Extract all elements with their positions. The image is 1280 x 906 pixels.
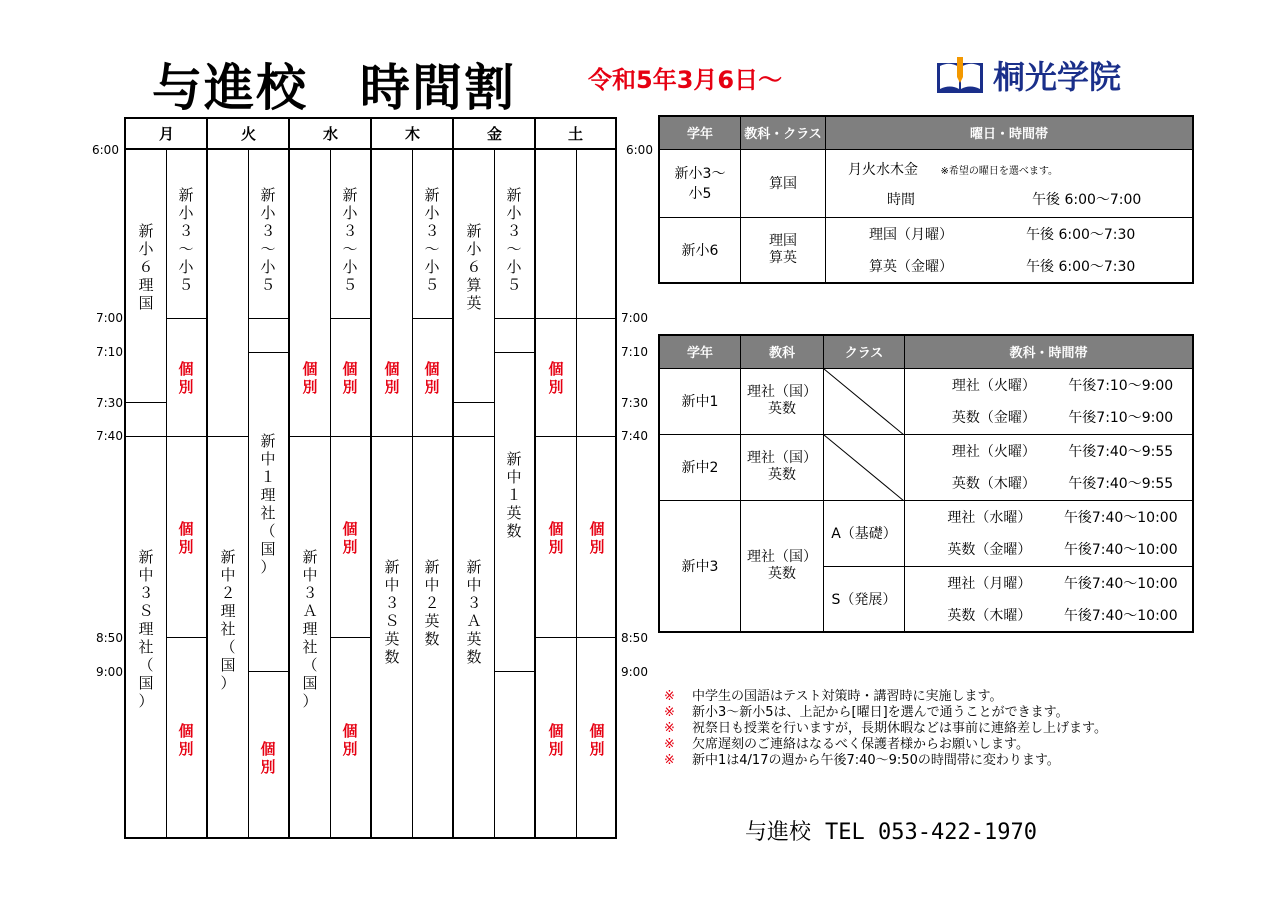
note-mark: ※: [664, 737, 675, 752]
vertical-char: 新: [138, 222, 154, 240]
subject-cell: 理社（国） 英数: [741, 434, 824, 500]
vertical-char: 別: [548, 740, 564, 758]
vertical-char: 別: [548, 538, 564, 556]
vertical-char: 個: [260, 740, 276, 758]
vertical-char: 理: [260, 486, 276, 504]
vertical-char: 数: [424, 630, 440, 648]
vertical-char: 別: [178, 378, 194, 396]
class-cell: [138, 222, 154, 312]
vertical-char: １: [260, 468, 276, 486]
cell-line: [495, 352, 534, 353]
cell-line: [577, 318, 615, 319]
schedule-line: [905, 533, 1194, 566]
col-header: 教科・時間帯: [905, 335, 1194, 368]
vertical-char: ５: [178, 276, 194, 294]
cell-line: [331, 436, 370, 437]
vertical-char: 別: [384, 378, 400, 396]
subject-day-text: 理社（水曜）: [947, 509, 1032, 526]
vertical-char: 別: [424, 378, 440, 396]
vertical-char: 小: [506, 204, 522, 222]
vertical-char: 別: [178, 740, 194, 758]
time-label: 7:10: [621, 345, 648, 359]
time-text: 午後7:10～9:00: [1068, 377, 1174, 394]
vertical-char: 国: [138, 674, 154, 692]
time-label: 7:30: [96, 396, 123, 410]
vertical-char: ３: [178, 222, 194, 240]
kobetsu-cell: [424, 360, 440, 396]
cell-line: [167, 436, 206, 437]
vertical-char: 個: [178, 520, 194, 538]
kobetsu-cell: [342, 722, 358, 758]
vertical-char: ３: [302, 584, 318, 602]
vertical-char: 個: [178, 722, 194, 740]
kobetsu-cell: [548, 520, 564, 556]
subcol-divider: [330, 149, 331, 839]
kobetsu-cell: [260, 740, 276, 776]
vertical-char: 英: [384, 630, 400, 648]
subcol-divider: [412, 149, 413, 839]
school-logo: [935, 52, 1121, 98]
schedule-line: [905, 434, 1194, 467]
subject-day-text: 英数（金曜）: [951, 410, 1036, 427]
schedule-line: [905, 368, 1194, 401]
time-text: 午後7:40～9:55: [1068, 476, 1174, 493]
vertical-char: 中: [466, 576, 482, 594]
day-divider: [206, 117, 208, 839]
vertical-char: 別: [342, 378, 358, 396]
vertical-char: ３: [466, 594, 482, 612]
cell-line: [249, 671, 288, 672]
vertical-char: １: [506, 486, 522, 504]
note-mark: ※: [664, 705, 675, 720]
subject-day-text: 理社（火曜）: [951, 377, 1036, 394]
vertical-char: 数: [506, 522, 522, 540]
vertical-char: 小: [506, 258, 522, 276]
vertical-char: ）: [260, 558, 276, 576]
time-text: 午後 6:00～7:00: [1032, 192, 1142, 208]
vertical-char: 個: [424, 360, 440, 378]
kobetsu-cell: [589, 520, 605, 556]
grade-cell: 新小3～小5: [659, 149, 741, 217]
subject-day-text: 理社（火曜）: [951, 443, 1036, 460]
contact-tel: TEL 053-422-1970: [825, 820, 1037, 845]
vertical-char: 国: [138, 294, 154, 312]
cell-line: [208, 436, 248, 437]
subject-cell: 理社（国） 英数: [741, 500, 824, 632]
vertical-char: ５: [506, 276, 522, 294]
note-text: 中学生の国語はテスト対策時・講習時に実施します。: [692, 689, 1003, 704]
subject-cell: 理国 算英: [741, 217, 826, 283]
day-header-fri: 金: [486, 125, 502, 143]
note-text: 新中1は4/17の週から午後7:40～9:50の時間帯に変わります。: [692, 753, 1060, 768]
note-mark: ※: [664, 689, 675, 704]
vertical-char: 小: [138, 240, 154, 258]
vertical-char: 個: [342, 360, 358, 378]
vertical-char: 新: [424, 186, 440, 204]
day-header-wed: 水: [322, 125, 338, 143]
cell-line: [372, 436, 412, 437]
kobetsu-cell: [178, 360, 194, 396]
vertical-char: 新: [302, 548, 318, 566]
vertical-char: 理: [138, 620, 154, 638]
cell-line: [577, 436, 615, 437]
class-cell: [260, 186, 276, 294]
cell-line: [249, 352, 288, 353]
vertical-char: 新: [424, 558, 440, 576]
time-label: 7:00: [621, 311, 648, 325]
vertical-char: ～: [260, 240, 276, 258]
vertical-char: 算: [466, 276, 482, 294]
page-title: 与進校 時間割: [152, 59, 516, 117]
subcol-divider: [576, 149, 577, 839]
col-header: 教科・クラス: [741, 116, 826, 149]
time-label-text: 時間: [887, 192, 915, 208]
time-label: 8:50: [621, 631, 648, 645]
cell-line: [126, 402, 166, 403]
vertical-char: ～: [178, 240, 194, 258]
vertical-char: 別: [589, 538, 605, 556]
kobetsu-cell: [342, 360, 358, 396]
class-cell: [466, 558, 482, 666]
class-cell: [466, 222, 482, 312]
subject-day-text: 理国（月曜）: [869, 226, 953, 243]
kobetsu-cell: [342, 520, 358, 556]
kobetsu-cell: [302, 360, 318, 396]
vertical-char: 新: [138, 548, 154, 566]
cell-line: [495, 671, 534, 672]
vertical-char: ６: [466, 258, 482, 276]
cell-line: [249, 318, 288, 319]
note-text: ※希望の曜日を選べます。: [940, 166, 1059, 177]
vertical-char: ３: [506, 222, 522, 240]
grade-cell: 新中3: [659, 500, 741, 632]
subject-day-text: 英数（木曜）: [947, 608, 1032, 624]
time-text: 午後7:40～9:55: [1068, 443, 1174, 460]
vertical-char: 新: [506, 450, 522, 468]
subcol-divider: [494, 149, 495, 839]
vertical-char: 新: [342, 186, 358, 204]
day-header-thu: 木: [404, 125, 420, 143]
contact-info: [745, 815, 1037, 846]
vertical-char: ６: [138, 258, 154, 276]
time-label: 7:30: [621, 396, 648, 410]
class-cell: [342, 186, 358, 294]
vertical-char: 中: [260, 450, 276, 468]
diagonal-slash: [824, 435, 904, 501]
vertical-char: 中: [138, 566, 154, 584]
vertical-char: 個: [342, 722, 358, 740]
class-cell: A（基礎）: [824, 500, 905, 566]
vertical-char: 別: [302, 378, 318, 396]
time-label: 7:40: [96, 429, 123, 443]
kobetsu-cell: [178, 520, 194, 556]
class-cell: [506, 450, 522, 540]
class-cell: [138, 548, 154, 710]
time-label: 9:00: [621, 665, 648, 679]
vertical-char: ５: [260, 276, 276, 294]
vertical-char: 個: [302, 360, 318, 378]
note-item: [664, 689, 1107, 705]
vertical-char: 個: [384, 360, 400, 378]
schedule-line: [905, 566, 1194, 599]
schedule-line: [905, 500, 1194, 533]
time-text: 午後 6:00～7:30: [1026, 258, 1136, 275]
days-text: 月火水木金: [848, 162, 918, 178]
kobetsu-cell: [548, 360, 564, 396]
schedule-cell: [826, 149, 1194, 217]
vertical-char: 個: [342, 520, 358, 538]
class-cell: [424, 186, 440, 294]
vertical-char: 新: [506, 186, 522, 204]
cell-line: [331, 637, 370, 638]
vertical-char: ５: [342, 276, 358, 294]
day-header-mon: 月: [158, 125, 174, 143]
vertical-char: 数: [466, 648, 482, 666]
vertical-char: 中: [302, 566, 318, 584]
vertical-char: ２: [424, 594, 440, 612]
day-divider: [288, 117, 290, 839]
subject-day-text: 英数（金曜）: [947, 542, 1032, 559]
vertical-char: 中: [220, 566, 236, 584]
vertical-char: ）: [220, 674, 236, 692]
vertical-char: 個: [589, 520, 605, 538]
vertical-char: Ｓ: [384, 612, 400, 630]
time-label: 6:00: [92, 143, 119, 157]
time-text: 午後7:10～9:00: [1068, 410, 1174, 427]
vertical-char: 小: [260, 258, 276, 276]
vertical-char: ２: [220, 584, 236, 602]
time-label: 8:50: [96, 631, 123, 645]
cell-line: [536, 436, 576, 437]
vertical-char: 国: [260, 540, 276, 558]
cell-line: [454, 402, 494, 403]
notes-list: [664, 689, 1107, 769]
schedule-line: [905, 599, 1194, 632]
time-text: 午後7:40～10:00: [1063, 542, 1178, 559]
col-header: 曜日・時間帯: [826, 116, 1194, 149]
grade-cell: 新小6: [659, 217, 741, 283]
subcol-divider: [166, 149, 167, 839]
note-item: [664, 705, 1107, 721]
vertical-char: 中: [424, 576, 440, 594]
vertical-char: 理: [302, 620, 318, 638]
book-pen-logo-icon: [935, 55, 985, 95]
time-text: 午後7:40～10:00: [1063, 509, 1178, 526]
vertical-char: 個: [548, 520, 564, 538]
time-label: 7:10: [96, 345, 123, 359]
vertical-char: 新: [466, 222, 482, 240]
vertical-char: 新: [178, 186, 194, 204]
vertical-char: 中: [506, 468, 522, 486]
vertical-char: 小: [466, 240, 482, 258]
vertical-char: Ａ: [466, 612, 482, 630]
class-cell: [506, 186, 522, 294]
class-cell-empty: [824, 368, 905, 434]
vertical-char: ～: [424, 240, 440, 258]
note-mark: ※: [664, 721, 675, 736]
cell-line: [536, 637, 576, 638]
vertical-char: 個: [548, 722, 564, 740]
schedule-line: [905, 467, 1194, 500]
vertical-char: ３: [424, 222, 440, 240]
note-item: [664, 737, 1107, 753]
class-cell: [302, 548, 318, 710]
junior-schedule-table: [658, 334, 1194, 633]
vertical-char: 別: [178, 538, 194, 556]
cell-line: [577, 637, 615, 638]
vertical-char: 小: [424, 258, 440, 276]
vertical-char: 英: [466, 630, 482, 648]
vertical-char: 社: [302, 638, 318, 656]
vertical-char: 英: [506, 504, 522, 522]
class-cell: S（発展）: [824, 566, 905, 632]
kobetsu-cell: [178, 722, 194, 758]
effective-date: 令和5年3月6日～: [588, 66, 783, 94]
note-item: [664, 753, 1107, 769]
subject-cell: 理社（国） 英数: [741, 368, 824, 434]
elementary-schedule-table: [658, 115, 1194, 284]
vertical-char: 小: [178, 258, 194, 276]
vertical-char: （: [220, 638, 236, 656]
vertical-char: 小: [342, 258, 358, 276]
col-header: 教科: [741, 335, 824, 368]
vertical-char: 別: [589, 740, 605, 758]
vertical-char: ～: [342, 240, 358, 258]
cell-line: [126, 436, 166, 437]
subject-cell: 算国: [741, 149, 826, 217]
day-header-sat: 土: [567, 125, 583, 143]
subject-day-text: 算英（金曜）: [869, 258, 953, 275]
school-name: 桐光学院: [993, 58, 1122, 96]
kobetsu-cell: [384, 360, 400, 396]
kobetsu-cell: [548, 722, 564, 758]
cell-line: [536, 318, 576, 319]
time-label: 7:40: [621, 429, 648, 443]
vertical-char: 新: [260, 186, 276, 204]
class-cell: [220, 548, 236, 692]
vertical-char: Ｓ: [138, 602, 154, 620]
day-divider: [370, 117, 372, 839]
grade-cell: 新中2: [659, 434, 741, 500]
vertical-char: 社: [138, 638, 154, 656]
vertical-char: 中: [384, 576, 400, 594]
vertical-char: Ａ: [302, 602, 318, 620]
col-header: 学年: [659, 335, 741, 368]
vertical-char: 理: [220, 602, 236, 620]
vertical-char: 社: [220, 620, 236, 638]
vertical-char: 理: [138, 276, 154, 294]
vertical-char: ～: [506, 240, 522, 258]
grade-cell: 新中1: [659, 368, 741, 434]
time-text: 午後 6:00～7:30: [1026, 226, 1136, 243]
note-mark: ※: [664, 753, 675, 768]
vertical-char: ）: [302, 692, 318, 710]
note-text: 欠席遅刻のご連絡はなるべく保護者様からお願いします。: [692, 737, 1029, 752]
vertical-char: ３: [384, 594, 400, 612]
vertical-char: （: [138, 656, 154, 674]
vertical-char: ３: [260, 222, 276, 240]
day-header-tue: 火: [240, 125, 256, 143]
vertical-char: 数: [384, 648, 400, 666]
vertical-char: 別: [548, 378, 564, 396]
vertical-char: ３: [138, 584, 154, 602]
subject-day-text: 英数（木曜）: [951, 476, 1036, 493]
col-header: 学年: [659, 116, 741, 149]
vertical-char: 英: [466, 294, 482, 312]
vertical-char: ３: [342, 222, 358, 240]
vertical-char: （: [302, 656, 318, 674]
day-divider: [534, 117, 536, 839]
cell-line: [495, 318, 534, 319]
schedule-cell: [826, 217, 1194, 283]
note-item: [664, 721, 1107, 737]
vertical-char: 小: [342, 204, 358, 222]
note-text: 新小3～新小5は、上記から[曜日]を選んで通うことができます。: [692, 705, 1069, 720]
vertical-char: 別: [342, 538, 358, 556]
subject-day-text: 理社（月曜）: [947, 575, 1032, 592]
time-text: 午後7:40～10:00: [1063, 608, 1178, 624]
cell-line: [331, 318, 370, 319]
vertical-char: 国: [302, 674, 318, 692]
vertical-char: 新: [220, 548, 236, 566]
vertical-char: 別: [342, 740, 358, 758]
contact-school: 与進校: [745, 820, 812, 845]
subcol-divider: [248, 149, 249, 839]
day-divider: [452, 117, 454, 839]
vertical-char: 個: [589, 722, 605, 740]
col-header: クラス: [824, 335, 905, 368]
class-cell: [178, 186, 194, 294]
vertical-char: 別: [260, 758, 276, 776]
vertical-char: 国: [220, 656, 236, 674]
note-text: 祝祭日も授業を行いますが，長期休暇などは事前に連絡差し上げます。: [692, 721, 1107, 736]
vertical-char: 小: [178, 204, 194, 222]
vertical-char: 英: [424, 612, 440, 630]
vertical-char: 個: [548, 360, 564, 378]
cell-line: [167, 318, 206, 319]
class-cell: [384, 558, 400, 666]
schedule-line: [905, 401, 1194, 434]
cell-line: [413, 318, 452, 319]
time-label: 6:00: [626, 143, 653, 157]
cell-line: [167, 637, 206, 638]
cell-line: [413, 436, 452, 437]
vertical-char: 個: [178, 360, 194, 378]
kobetsu-cell: [589, 722, 605, 758]
class-cell-empty: [824, 434, 905, 500]
vertical-char: ５: [424, 276, 440, 294]
vertical-char: 新: [466, 558, 482, 576]
vertical-char: 社: [260, 504, 276, 522]
vertical-char: 小: [260, 204, 276, 222]
diagonal-slash: [824, 369, 904, 435]
vertical-char: 小: [424, 204, 440, 222]
time-label: 9:00: [96, 665, 123, 679]
class-cell: [424, 558, 440, 648]
vertical-char: 新: [384, 558, 400, 576]
time-text: 午後7:40～10:00: [1063, 575, 1178, 592]
cell-line: [454, 436, 494, 437]
vertical-char: ）: [138, 692, 154, 710]
class-cell: [260, 432, 276, 576]
cell-line: [290, 436, 330, 437]
vertical-char: （: [260, 522, 276, 540]
time-label: 7:00: [96, 311, 123, 325]
vertical-char: 新: [260, 432, 276, 450]
